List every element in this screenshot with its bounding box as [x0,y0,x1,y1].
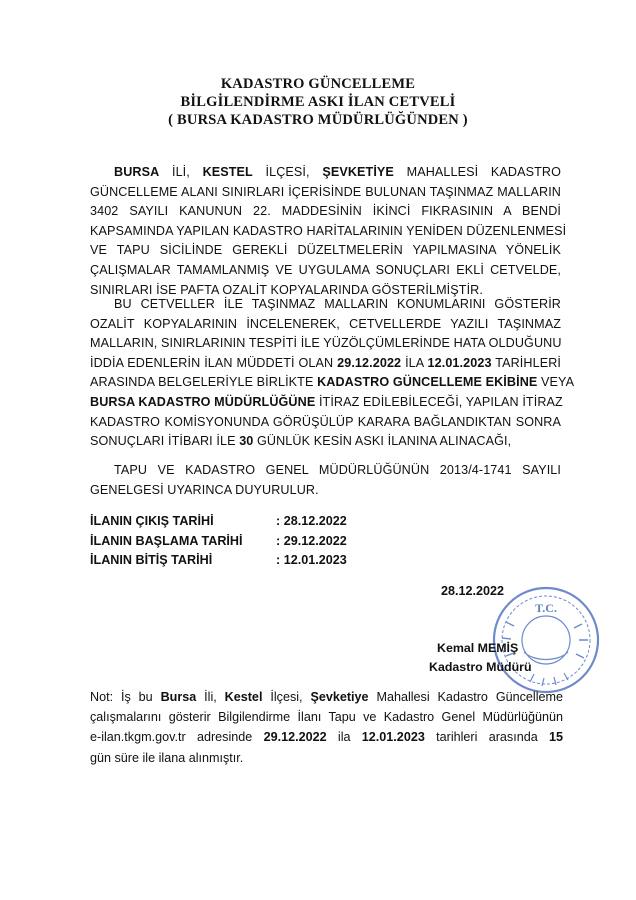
text: tarihleri arasında [436,730,538,745]
text: Mahallesi Kadastro Güncelleme [376,690,564,704]
paragraph-3 [90,461,561,500]
para2-line: BU CETVELLER İLE TAŞINMAZ MALLARIN KONUMLARINI GÖSTERİR [114,297,561,311]
para2-line [90,373,575,393]
note-line [90,687,563,707]
date-value: : 12.01.2023 [276,553,347,567]
para1-line: GÜNCELLEME ALANI SINIRLARI İÇERİSİNDE BULUNAN TAŞINMAZ MALLARIN [90,184,561,199]
text: e-ilan.tkgm.gov.tr adresinde [90,730,253,745]
signer-title: Kadastro Müdürü [429,660,532,674]
text: TARİHLERİ [495,355,561,370]
para2-line: OZALİT KOPYALARININ İNCELENEREK, CETVELLERDE YAZILI TAŞINMAZ [90,316,561,331]
paragraph-1 [90,163,567,300]
text: İli, [204,690,217,704]
dates-list [90,512,390,571]
text: SONUÇLARI İTİBARI İLE [90,434,236,449]
para1-line: 3402 SAYILI KANUNUN 22. MADDESİNİN İKİNCİ FIKRASININ A BENDİ [90,204,561,219]
team-text: KADASTRO GÜNCELLEME EKİBİNE [317,375,538,390]
text: İLA [405,355,424,370]
text-bursa: Bursa [160,690,197,704]
text-bursa: BURSA [114,165,160,179]
paragraph-2 [90,295,575,452]
date-label: İLANIN BİTİŞ TARİHİ [90,553,213,567]
para2-line [90,432,561,452]
note-line [90,727,563,747]
text: ARASINDA BELGELERİYLE BİRLİKTE [90,375,314,390]
date-label: İLANIN BAŞLAMA TARİHİ [90,533,243,548]
text-sevketiye: ŞEVKETİYE [322,165,394,179]
start-date-text: 29.12.2022 [337,355,402,370]
date-row [90,551,390,571]
para2-line [90,393,561,413]
start-date-text: 29.12.2022 [263,730,327,745]
text: ila [337,730,351,745]
para1-line: SINIRLARI İSE PAFTA OZALİT KOPYALARINDA GÖSTERİLMİŞTİR. [90,282,483,297]
text: İTİRAZ EDİLEBİLECEĞİ, YAPILAN İTİRAZ [318,394,563,409]
para3-line: TAPU VE KADASTRO GENEL MÜDÜRLÜĞÜNÜN 2013/4-1741 SAYILI [114,463,561,477]
text-sevketiye: Şevketiye [310,690,369,704]
text-kestel: KESTEL [202,165,253,179]
doc-title-line2: BİLGİLENDİRME ASKI İLAN CETVELİ [180,94,456,110]
para1-line: VE TAPU SİCİLİNDE GEREKLİ DÜZELTMELERİN YAPILMASINA YÖNELİK [90,243,561,258]
text: İLÇESİ, [265,165,310,179]
seal-text: T.C. [535,601,557,615]
para2-line [90,354,561,374]
para3-line: GENELGESİ UYARINCA DUYURULUR. [90,482,319,497]
signer-block [429,639,532,677]
text: İDDİA EDENLERİN İLAN MÜDDETİ OLAN [90,355,334,370]
days-text: 15 [549,730,564,745]
date-row [90,512,390,532]
end-date-text: 12.01.2023 [427,355,492,370]
text-kestel: Kestel [224,690,263,704]
note-paragraph [90,687,563,768]
text: İLİ, [171,165,190,179]
days-text: 30 [239,434,254,449]
text: Not: İş bu [90,690,153,704]
end-date-text: 12.01.2023 [361,730,425,745]
para1-line: KAPSAMINDA YAPILAN KADASTRO HARİTALARININ YENİDEN DÜZENLENMESİ [90,223,567,238]
text: İlçesi, [270,690,303,704]
para1-line: ÇALIŞMALAR TAMAMLANMIŞ VE UYGULAMA SONUÇLARI EKLİ CETVELDE, [90,262,561,277]
signer-name: Kemal MEMİŞ [437,641,519,655]
text: MAHALLESİ KADASTRO [406,165,561,179]
text: GÜNLÜK KESİN ASKI İLANINA ALINACAĞI, [257,434,512,449]
signature-date: 28.12.2022 [441,584,505,598]
date-row [90,532,390,552]
para2-line: MALLARIN, SINIRLARININ TESPİTİ İLE YÜZÖLÇÜMLERİNDE HATA OLDUĞUNU [90,336,562,351]
doc-title-line3: ( BURSA KADASTRO MÜDÜRLÜĞÜNDEN ) [168,112,468,128]
note-line: gün süre ile ilana alınmıştır. [90,750,244,765]
text: VEYA [541,375,575,390]
para2-line: KADASTRO KOMİSYONUNDA GÖRÜŞÜLÜP KARARA BAĞLANDIKTAN SONRA [90,414,561,429]
date-value: : 28.12.2022 [276,514,347,528]
directorate-text: BURSA KADASTRO MÜDÜRLÜĞÜNE [90,394,316,409]
date-label: İLANIN ÇIKIŞ TARİHİ [90,514,214,528]
note-line: çalışmalarını gösterir Bilgilendirme İlanı Tapu ve Kadastro Genel Müdürlüğünün [90,710,563,725]
doc-title-line1: KADASTRO GÜNCELLEME [220,76,416,92]
para1-line [90,163,561,183]
date-value: : 29.12.2022 [276,533,347,548]
